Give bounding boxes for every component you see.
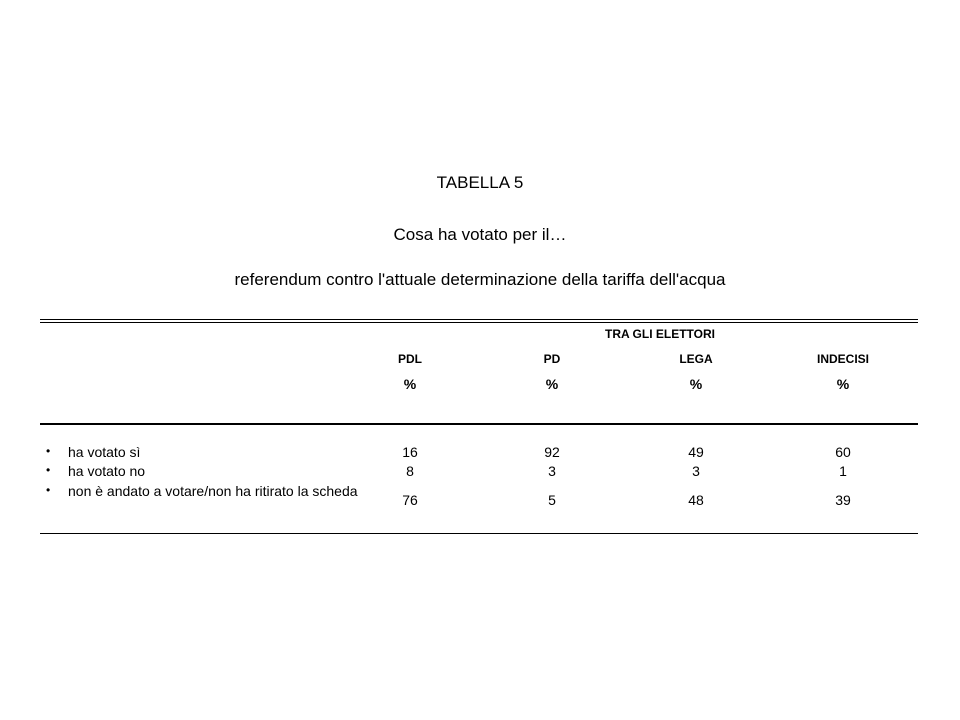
table-label: TABELLA 5: [436, 173, 524, 192]
cell-pd: 92: [544, 444, 560, 460]
cell-pdl: 8: [406, 463, 414, 479]
bottom-divider: [40, 533, 918, 534]
cell-pd: 3: [548, 463, 556, 479]
question-title: Cosa ha votato per il…: [393, 225, 567, 244]
column-header-pdl: PDL: [398, 352, 422, 366]
header-divider: [40, 423, 918, 425]
cell-pdl: 16: [402, 444, 418, 460]
row-label: ha votato no: [68, 463, 146, 479]
bullet-icon: •: [46, 463, 51, 477]
row-label: ha votato sì: [68, 444, 141, 460]
cell-indecisi: 60: [835, 444, 851, 460]
bullet-icon: •: [46, 444, 51, 458]
cell-indecisi: 1: [839, 463, 847, 479]
cell-lega: 48: [688, 492, 704, 508]
bullet-icon: •: [46, 483, 51, 497]
cell-indecisi: 39: [835, 492, 851, 508]
top-divider: [40, 319, 918, 320]
column-header-lega: LEGA: [679, 352, 713, 366]
cell-lega: 3: [692, 463, 700, 479]
cell-lega: 49: [688, 444, 704, 460]
column-header-pd: PD: [543, 352, 561, 366]
subject-title: referendum contro l'attuale determinazione della tariffa dell'acqua: [234, 270, 726, 289]
top-divider-double: [40, 322, 918, 323]
column-header-indecisi: INDECISI: [816, 352, 869, 366]
column-unit-lega: %: [689, 376, 703, 392]
column-unit-pd: %: [545, 376, 559, 392]
cell-pdl: 76: [402, 492, 418, 508]
column-unit-indecisi: %: [836, 376, 850, 392]
row-label: non è andato a votare/non ha ritirato la scheda: [68, 483, 358, 499]
column-unit-pdl: %: [403, 376, 417, 392]
cell-pd: 5: [548, 492, 556, 508]
group-header: TRA GLI ELETTORI: [605, 327, 715, 341]
